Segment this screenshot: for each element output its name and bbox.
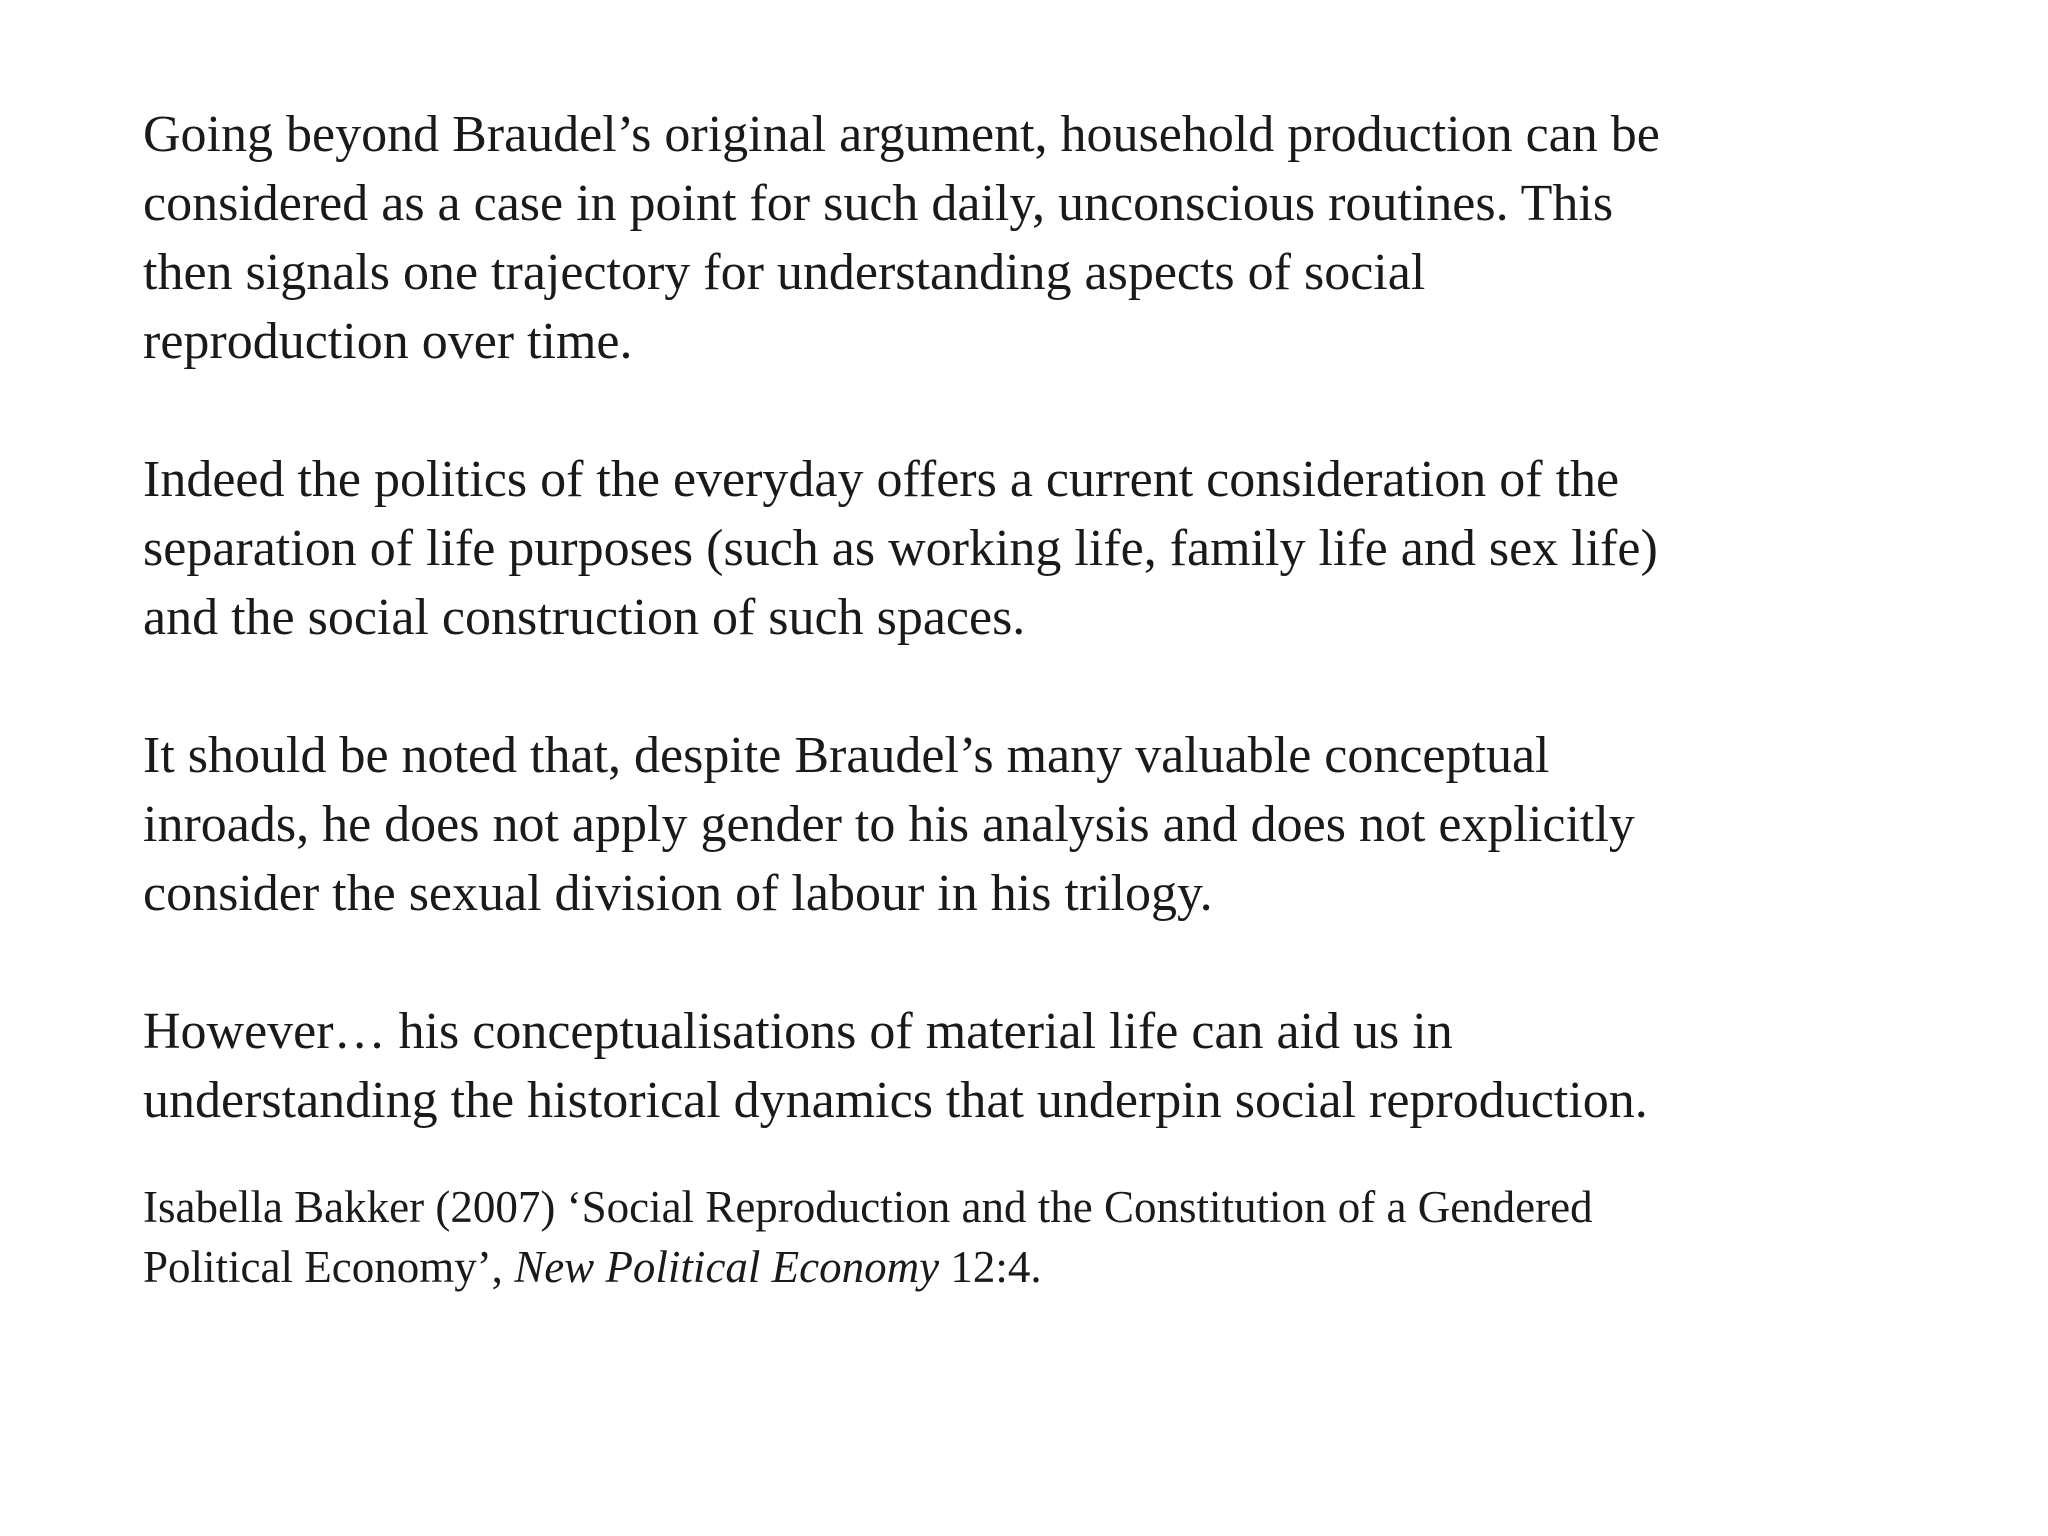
citation-suffix: 12:4. (939, 1242, 1042, 1292)
citation-prefix: Political Economy’, (143, 1242, 515, 1292)
text-line: separation of life purposes (such as working life, family life and sex life) (143, 520, 1658, 577)
text-line: reproduction over time. (143, 313, 633, 370)
text-line: understanding the historical dynamics that underpin social reproduction. (143, 1072, 1648, 1129)
text-line: consider the sexual division of labour in his trilogy. (143, 865, 1213, 922)
text-line: Indeed the politics of the everyday offers a current consideration of the (143, 451, 1620, 508)
citation-line-2 (143, 1237, 1943, 1297)
paragraph-politics-of-everyday (143, 445, 1943, 652)
paragraph-gender-critique (143, 721, 1943, 928)
citation (143, 1177, 1943, 1297)
slide-body (143, 100, 1943, 1297)
citation-line-1: Isabella Bakker (2007) ‘Social Reproduction and the Constitution of a Gendered (143, 1182, 1593, 1232)
citation-journal: New Political Economy (514, 1242, 940, 1292)
text-line: It should be noted that, despite Braudel’s many valuable conceptual (143, 727, 1550, 784)
text-line: considered as a case in point for such daily, unconscious routines. This (143, 175, 1614, 232)
text-line: inroads, he does not apply gender to his analysis and does not explicitly (143, 796, 1635, 853)
text-line: then signals one trajectory for understanding aspects of social (143, 244, 1426, 301)
text-line: Going beyond Braudel’s original argument, household production can be (143, 106, 1660, 163)
paragraph-conclusion (143, 997, 1943, 1135)
paragraph-household-production (143, 100, 1943, 376)
text-line: and the social construction of such spaces. (143, 589, 1026, 646)
text-line: However… his conceptualisations of material life can aid us in (143, 1003, 1453, 1060)
